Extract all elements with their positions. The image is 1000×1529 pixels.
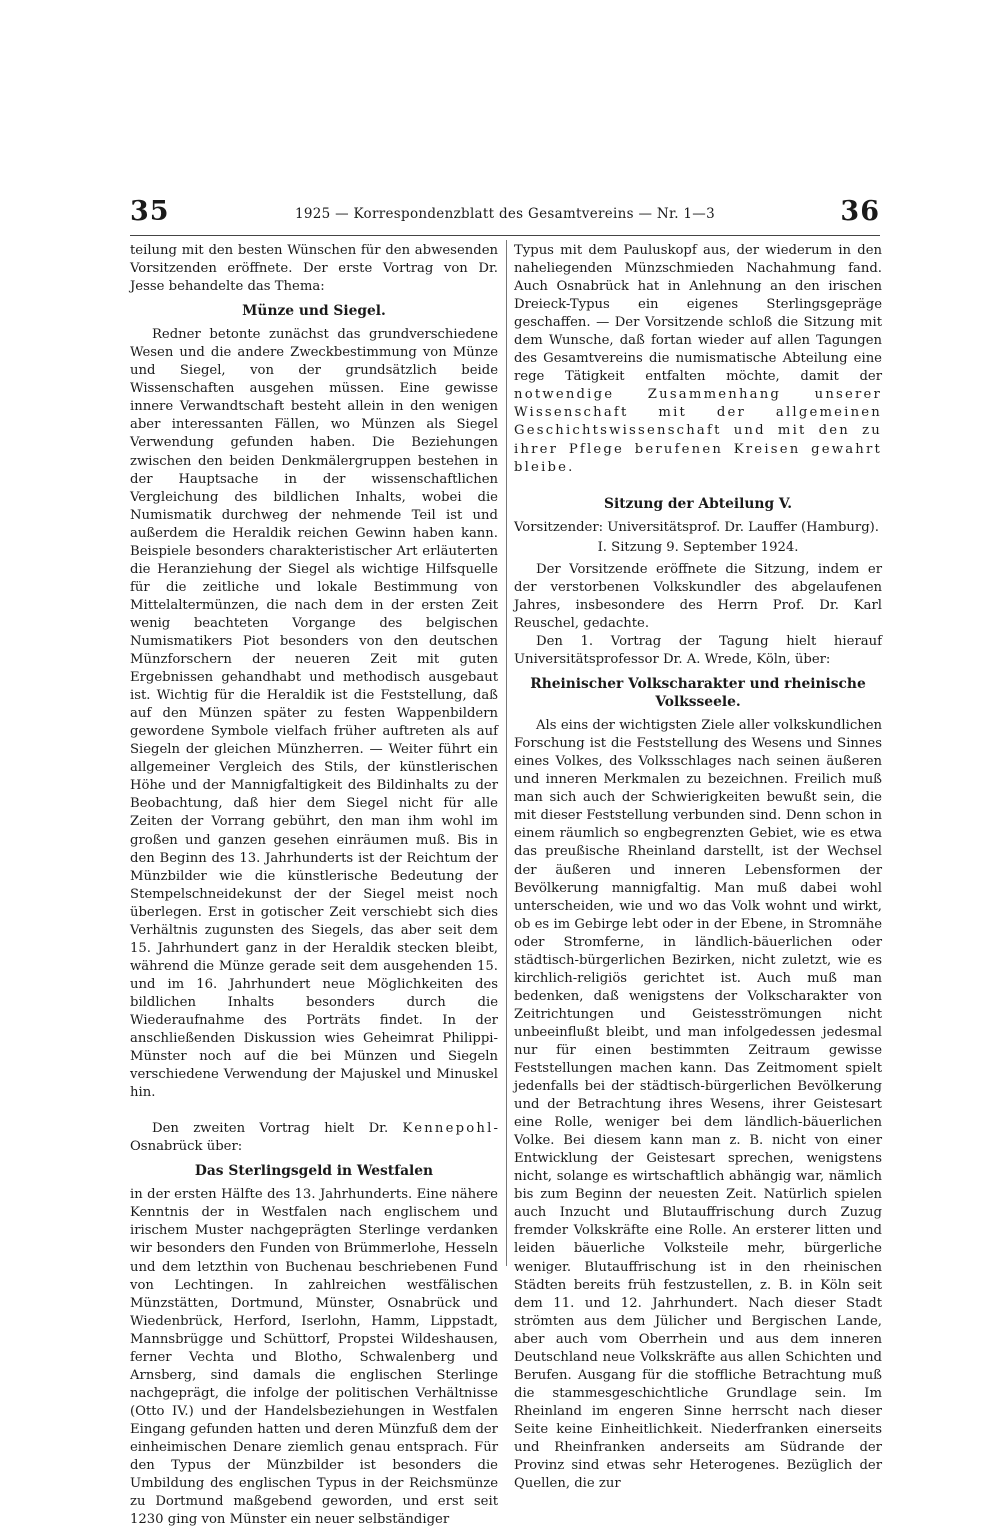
- session-line: I. Sitzung 9. September 1924.: [597, 539, 799, 555]
- left-column: [130, 242, 498, 1529]
- speaker-name: Kennepohl: [402, 1121, 494, 1137]
- paragraph: in der ersten Hälfte des 13. Jahrhunderts. Eine nähere Kenntnis der in Westfalen nach englischem und irischem Muster nachgeprägten Sterlinge verdanken wir besonders den Funden von Brümmerlohe, Hesseln und dem letzthin von Buchenau beschriebenen Fund von Lechtingen. In zahlreichen westfälischen Münzstätten, Dortmund, Münster, Osnabrück und Wiedenbrück, Herford, Iserlohn, Hamm, Lippstadt, Mannsbrügge und Schüttorf, Propstei Wildeshausen, ferner Vechta und Blotho, Schwalenberg und Arnsberg, sind damals die englischen Sterlinge nachgeprägt, die infolge der politischen Verhältnisse (Otto IV.) und der Handelsbeziehungen in Westfalen Eingang gefunden hatten und deren Münzfuß dem der einheimischen Denare ziemlich genau entsprach. Für den Typus der Münzbilder ist besonders die Umbildung des englischen Typus in der Reichsmünze zu Dortmund maßgebend geworden, und erst seit 1230 ging von Münster ein neuer selbständiger: [130, 1187, 498, 1528]
- emphasized-text: notwendige Zusammenhang unserer Wissenschaft mit der allgemeinen Geschichtswissenschaft und mit den zu ihrer Pflege berufenen Kreisen gewahrt bleibe.: [514, 387, 882, 475]
- paragraph: teilung mit den besten Wünschen für den abwesenden Vorsitzenden eröffnete. Der erste Vortrag von Dr. Jesse behandelte das Thema:: [130, 243, 498, 295]
- paragraph: Als eins der wichtigsten Ziele aller volkskundlichen Forschung ist die Feststellung des Wesens und Sinnes eines Volkes, des Volksschlages nach seinen äußeren und inneren Merkmalen zu bezeichnen. Freilich muß man sich auch der Schwierigkeiten bewußt sein, die mit dieser Feststellung verbunden sind. Denn schon in einem räumlich so engbegrenzten Gebiet, wie es etwa das preußische Rheinland darstellt, ist der Wechsel der äußeren und inneren Lebensformen der Bevölkerung mannigfaltig. Man muß dabei wohl unterscheiden, wie und wo das Volk wohnt und wirkt, ob es im Gebirge lebt oder in der Ebene, in Stromnähe oder Stromferne, in ländlich-bäuerlichen oder städtisch-bürgerlichen Bezirken, nicht zuletzt, wie es kirchlich-religiös gerichtet ist. Auch muß man bedenken, daß wenigstens der Volkscharakter von Zeitrichtungen und Geistesströmungen nicht unbeeinflußt bleibt, und man infolgedessen jedesmal nur für einen bestimmten Zeitraum gewisse Feststellungen machen kann. Das Zeitmoment spielt jedenfalls bei der städtisch-bürgerlichen Bevölkerung und der Betrachtung ihres Wesens, ihrer Geistesart eine Rolle, weniger bei dem ländlich-bäuerlichen Volke. Bei diesem kann man z. B. nicht von einer Entwicklung der Geistesart sprechen, wenigstens nicht, solange es wirtschaftlich abhängig war, nämlich bis zum Beginn der neuesten Zeit. Natürlich spielen auch Inzucht und Blutauffrischung durch Zuzug fremder Volkskräfte eine Rolle. An ersterer litten und leiden bäuerliche Volksteile mehr, bürgerliche weniger. Blutauffrischung ist in den rheinischen Städten bereits früh festzustellen, z. B. in Köln seit dem 11. und 12. Jahrhundert. Nach dieser Stadt strömten aus dem Jülicher und Bergischen Lande, aber auch vom Oberrhein und aus dem inneren Deutschland neue Volkskräfte aus allen Schichten und Berufen. Ausgang für die stoffliche Betrachtung muß die stammesgeschichtliche Grundlage sein. Im Rheinland im engeren Sinne herrscht nach dieser Seite keine Einheitlichkeit. Niederfranken einerseits und Rheinfranken anderseits am Südrande der Provinz sind etwas sehr Heterogenes. Bezüglich der Quellen, die zur: [514, 718, 882, 1492]
- paragraph: Redner betonte zunächst das grundverschiedene Wesen und die andere Zweckbestimmung von Münze und Siegel, von der grundsätzlich beide Wissenschaften ausgehen müssen. Eine gewisse innere Verwandtschaft besteht allein in den wenigen aber interessanten Fällen, wo Münzen als Siegel Verwendung gefunden haben. Die Beziehungen zwischen den beiden Denkmälergruppen bestehen in der Hauptsache in der wissenschaftlichen Vergleichung des bildlichen Inhalts, wobei die Numismatik durchweg der nehmende Teil ist und außerdem die Heraldik reichen Gewinn haben kann. Beispiele besonders charakteristischer Art erläuterten die Heranziehung der Siegel als wichtige Hilfsquelle für die zeitliche und lokale Bestimmung von Mittelaltermünzen, die nach dem in der ersten Zeit wenig beachteten Vorgange des belgischen Numismatikers Piot besonders von den deutschen Münzforschern der neueren Zeit mit guten Ergebnissen gehandhabt und methodisch ausgebaut ist. Wichtig für die Heraldik ist die Feststellung, daß auf den Münzen später zu festen Wappenbildern gewordene Symbole vielfach früher auftreten als auf Siegeln der gleichen Münzherren. — Weiter führt ein allgemeiner Vergleich des Stils, der künstlerischen Höhe und der Mannigfaltigkeit des Bildinhalts zu der Beobachtung, daß hier dem Siegel nicht für alle Zeiten der Vorrang gebührt, den man ihm wohl im großen und ganzen gesehen einräumen muß. Bis in den Beginn des 13. Jahrhunderts ist der Reichtum der Münzbilder wie die künstlerische Bedeutung der Stempelschneidekunst der der Siegel meist noch überlegen. Erst in gotischer Zeit verschiebt sich dies Verhältnis zugunsten des Siegels, das aber seit dem 15. Jahrhundert ganz in der Heraldik stecken bleibt, während die Münze gerade seit dem ausgehenden 15. und im 16. Jahrhundert neue Möglichkeiten des bildlichen Inhalts besonders durch die Wiederaufnahme des Porträts findet. In der anschließenden Diskussion wies Geheimrat Philippi-Münster noch auf die bei Münzen und Siegeln verschiedene Verwendung der Majuskel und Minuskel hin.: [130, 327, 498, 1101]
- section-heading: Das Sterlingsgeld in Westfalen: [194, 1163, 434, 1180]
- text-run: Den zweiten Vortrag hielt Dr.: [152, 1121, 403, 1137]
- section-heading: Sitzung der Abteilung V.: [603, 495, 793, 512]
- paragraph: Der Vorsitzende eröffnete die Sitzung, indem er der verstorbenen Volkskundler des abgelaufenen Jahres, insbesondere des Herrn Prof. Dr. Karl Reuschel, gedachte.: [514, 561, 882, 631]
- text-run: -Osnabrück über:: [130, 1121, 498, 1155]
- paragraph: [130, 1120, 498, 1156]
- paragraph: [514, 242, 882, 477]
- chair-line: Vorsitzender: Universitätsprof. Dr. Lauffer (Hamburg).: [514, 519, 879, 535]
- paragraph: Den 1. Vortrag der Tagung hielt hierauf Universitätsprofessor Dr. A. Wrede, Köln, über:: [514, 633, 882, 667]
- section-heading: Rheinischer Volkscharakter und rheinische Volksseele.: [530, 676, 866, 711]
- right-column: [514, 242, 882, 1493]
- column-divider: [506, 240, 507, 1266]
- page-number-right: 36: [840, 196, 880, 227]
- page-number-left: 35: [130, 196, 170, 227]
- running-title: 1925 — Korrespondenzblatt des Gesamtvereins — Nr. 1—3: [294, 206, 716, 222]
- section-heading: Münze und Siegel.: [242, 303, 386, 320]
- text-run: Typus mit dem Pauluskopf aus, der wiederum in den naheliegenden Münzschmieden Nachahmung fand. Auch Osnabrück hat in Anlehnung an den irischen Dreieck-Typus ein eigenes Sterlingsgepräge geschaffen. — Der Vorsitzende schloß die Sitzung mit dem Wunsche, daß fortan wieder auf allen Tagungen des Gesamtvereins die numismatische Abteilung eine rege Tätigkeit entfalten möchte, damit der: [514, 243, 882, 385]
- header-rule: [130, 235, 880, 236]
- page-header: [130, 196, 880, 232]
- spacer: [130, 1102, 498, 1120]
- spacer: [514, 477, 882, 489]
